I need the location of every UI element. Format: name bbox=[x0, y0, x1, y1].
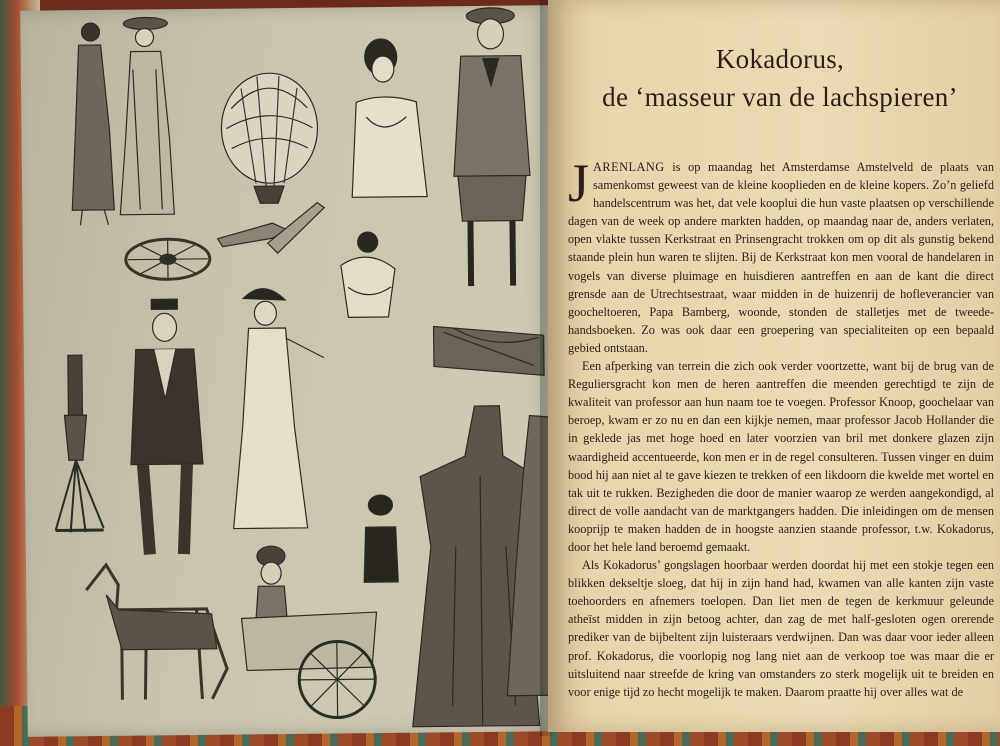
propeller-icon bbox=[217, 203, 325, 254]
two-ladies-icon bbox=[70, 17, 174, 225]
hat-lady-icon bbox=[341, 232, 396, 318]
balloon-icon bbox=[221, 73, 318, 204]
lady-white-dress-icon bbox=[231, 288, 326, 528]
article-body bbox=[568, 153, 994, 701]
chapter-title-line-2: de ‘masseur van de lachspieren’ bbox=[602, 82, 958, 112]
corset-icon bbox=[434, 325, 545, 376]
paragraph-3: Als Kokadorus’ gongslagen hoorbaar werden doordat hij met een stokje tegen een blikken dekseltje sloeg, dat hij in zijn hand had, kwamen van alle kanten zijn vaste toehoorders en afnemers toelopen. Dan liet men de tegen de kerkmuur geleunde atheïst midden in zijn betoog achter, dan zag de met half-gesloten ogen orerende prediker van de bijbeltent zijn luisteraars verdwijnen. Dan was daar voor ieder alleen prof. Kokadorus, die voorlopig nog lang niet aan de verkoop toe was maar die er uitsluitend naar streefde de kring van omstanders zo sterk mogelijk uit te breiden en voor enige tijd zo hecht mogelijk te maken. Daarom praatte hij over alles wat de bbox=[568, 558, 994, 699]
lead-word: ARENLANG bbox=[593, 160, 665, 174]
illustration-collage bbox=[20, 5, 556, 736]
boy-sailor-suit-icon bbox=[452, 7, 531, 286]
drop-cap: J bbox=[568, 153, 590, 213]
paragraph-1 bbox=[568, 153, 994, 357]
chapter-title bbox=[560, 40, 1000, 116]
donkey-cart-icon bbox=[86, 545, 378, 720]
paragraph-1-text: is op maandag het Amsterdamse Amstelveld de plaats van samenkomst geweest van de kleine kooplieden en de kleine kopers. Zo’n geliefd handelscentrum was het, dat vele kooplui die hun vaste plaatsen op verschillende dagen van de week op andere markten hadden, op maandag naar de, anders verlaten, open vlakte tussen Kerkstraat en Prinsengracht trokken om op dit als gunstig bekend staande plein hun waren te slijten. Bij de Kerkstraat kon men vooral de handelaren in vogels van diverse pluimage en huisdieren aantreffen en aan de kant die direct grensde aan de Utrechtsestraat, waar midden in de huizenrij de hofleverancier van goocheltoeren, Papa Bamberg, woonde, stonden de stalletjes met de tweede-handsboeken. Zo was ook daar een groepering van specialiteiten op een bepaald gebied ontstaan. bbox=[568, 160, 994, 355]
lady-bust-icon bbox=[351, 39, 428, 198]
lamp-icon bbox=[54, 355, 104, 532]
chapter-title-line-1: Kokadorus, bbox=[715, 44, 845, 74]
paragraph-2: Een afperking van terrein die zich ook verder voortzette, want bij de brug van de Reguliersgracht kon men de heren aantreffen die meenden gerechtigd te zijn de kwaliteit van professor aan hun naam toe te voegen. Professor Knoop, goochelaar van beroep, kwam er zo nu en dan een kijkje nemen, maar professor Jacob Hollander die in geklede jas met hoge hoed en later voorzien van bril met donkere glazen zijn waardigheid accentueerde, kon men er in de regel consulteren. Tussen vinger en duim bood hij aan niet al te gave kiezen te trekken of een likdoorn die kwelde met wortel en tak uit te rukken. Bezigheden die door de manier waarop ze werden aangekondigd, al direct de volle aandacht van de marktgangers hadden. Die inleidingen om de mensen kooprijp te maken hadden de in hoogste aanzien staande professor, t.w. Kokadorus, door het hele land beroemd gemaakt. bbox=[568, 359, 994, 554]
bather-icon bbox=[363, 495, 398, 582]
gentleman-suit-icon bbox=[129, 299, 204, 555]
wheel-icon bbox=[126, 239, 210, 280]
left-page bbox=[20, 5, 556, 736]
